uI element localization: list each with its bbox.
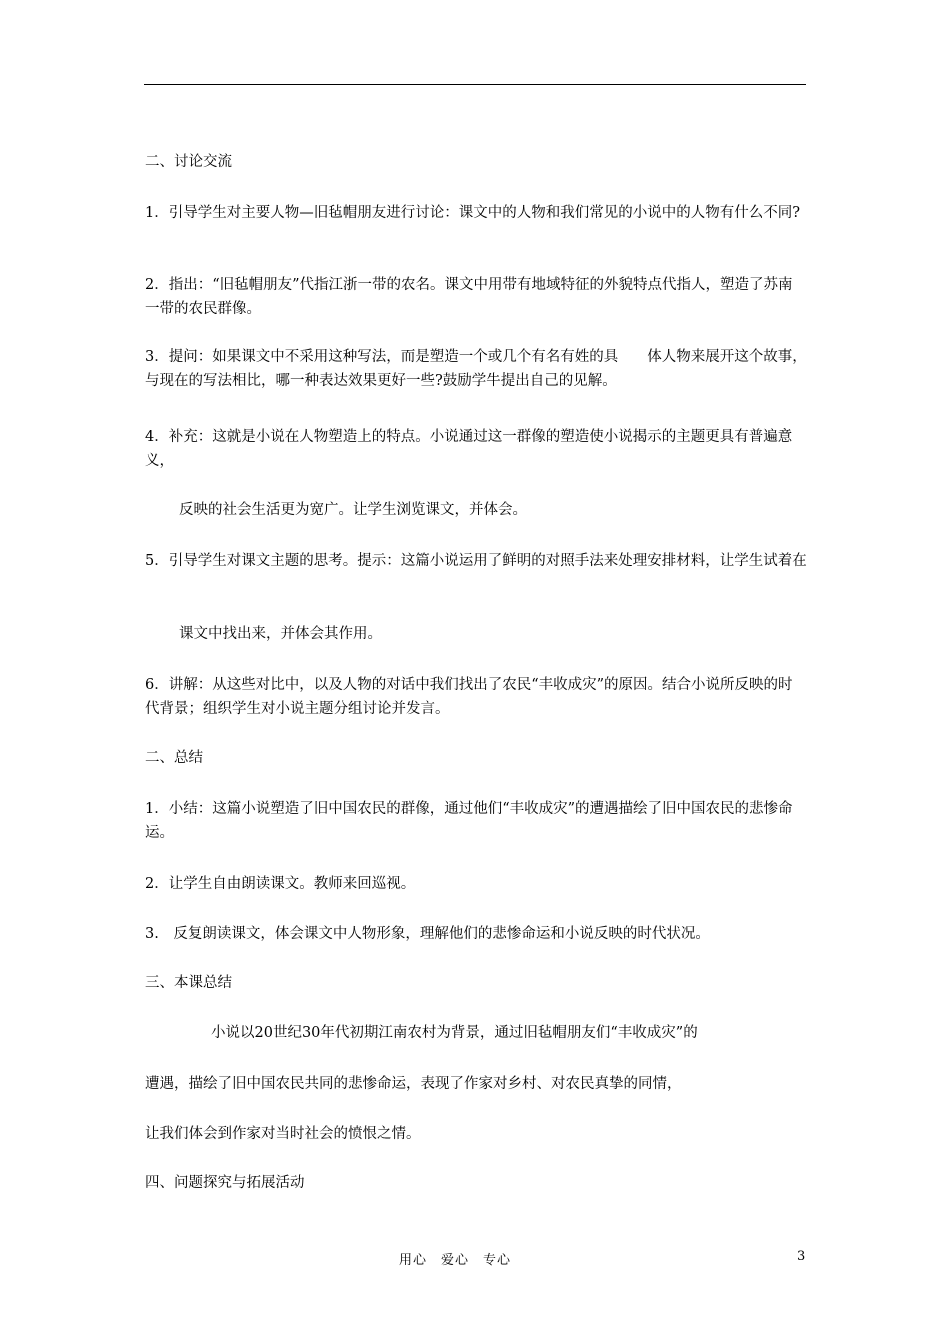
section-heading-exploration: 四、问题探究与拓展活动	[145, 1175, 305, 1191]
paragraph-lesson-summary-2: 遭遇，描绘了旧中国农民共同的悲惨命运，表现了作家对乡村、对农民真挚的同情，	[145, 1076, 682, 1092]
section-heading-discussion: 二、讨论交流	[145, 154, 232, 170]
paragraph-1: 1．引导学生对主要人物—旧毡帽朋友进行讨论：课文中的人物和我们常见的小说中的人物有什么不同?	[145, 205, 800, 221]
footer-motto: 用心 爱心 专心	[399, 1253, 512, 1268]
paragraph-summary-3: 3. 反复朗读课文，体会课文中人物形象，理解他们的悲惨命运和小说反映的时代状况。	[145, 926, 710, 942]
paragraph-5: 5．引导学生对课文主题的思考。提示：这篇小说运用了鲜明的对照手法来处理安排材料，让学生试着在	[145, 553, 807, 569]
paragraph-3: 3．提问：如果课文中不采用这种写法，而是塑造一个或几个有名有姓的具 体人物来展开这个故事，与现在的写法相比，哪一种表达效果更好一些?鼓励学牛提出自己的见解。	[145, 349, 807, 389]
page-number: 3	[797, 1249, 806, 1264]
paragraph-lesson-summary-3: 让我们体会到作家对当时社会的愤恨之情。	[145, 1126, 421, 1142]
paragraph-4: 4．补充：这就是小说在人物塑造上的特点。小说通过这一群像的塑造使小说揭示的主题更具有普遍意义，	[145, 429, 793, 469]
paragraph-4-continued: 反映的社会生活更为宽广。让学生浏览课文，并体会。	[179, 502, 527, 518]
paragraph-6: 6．讲解：从这些对比中，以及人物的对话中我们找出了农民“丰收成灾”的原因。结合小说所反映的时代背景；组织学生对小说主题分组讨论并发言。	[145, 677, 793, 717]
paragraph-summary-1: 1．小结：这篇小说塑造了旧中国农民的群像，通过他们“丰收成灾”的遭遇描绘了旧中国农民的悲惨命运。	[145, 801, 793, 841]
section-heading-summary: 二、总结	[145, 750, 203, 766]
section-heading-lesson-summary: 三、本课总结	[145, 975, 232, 991]
paragraph-summary-2: 2．让学生自由朗读课文。教师来回巡视。	[145, 876, 416, 892]
paragraph-lesson-summary-1: 小说以20世纪30年代初期江南农村为背景，通过旧毡帽朋友们“丰收成灾”的	[211, 1025, 698, 1041]
paragraph-2: 2．指出：“旧毡帽朋友”代指江浙一带的农名。课文中用带有地域特征的外貌特点代指人，塑造了苏南一带的农民群像。	[145, 277, 793, 317]
header-rule	[144, 84, 806, 85]
paragraph-5-continued: 课文中找出来，并体会其作用。	[179, 626, 382, 642]
